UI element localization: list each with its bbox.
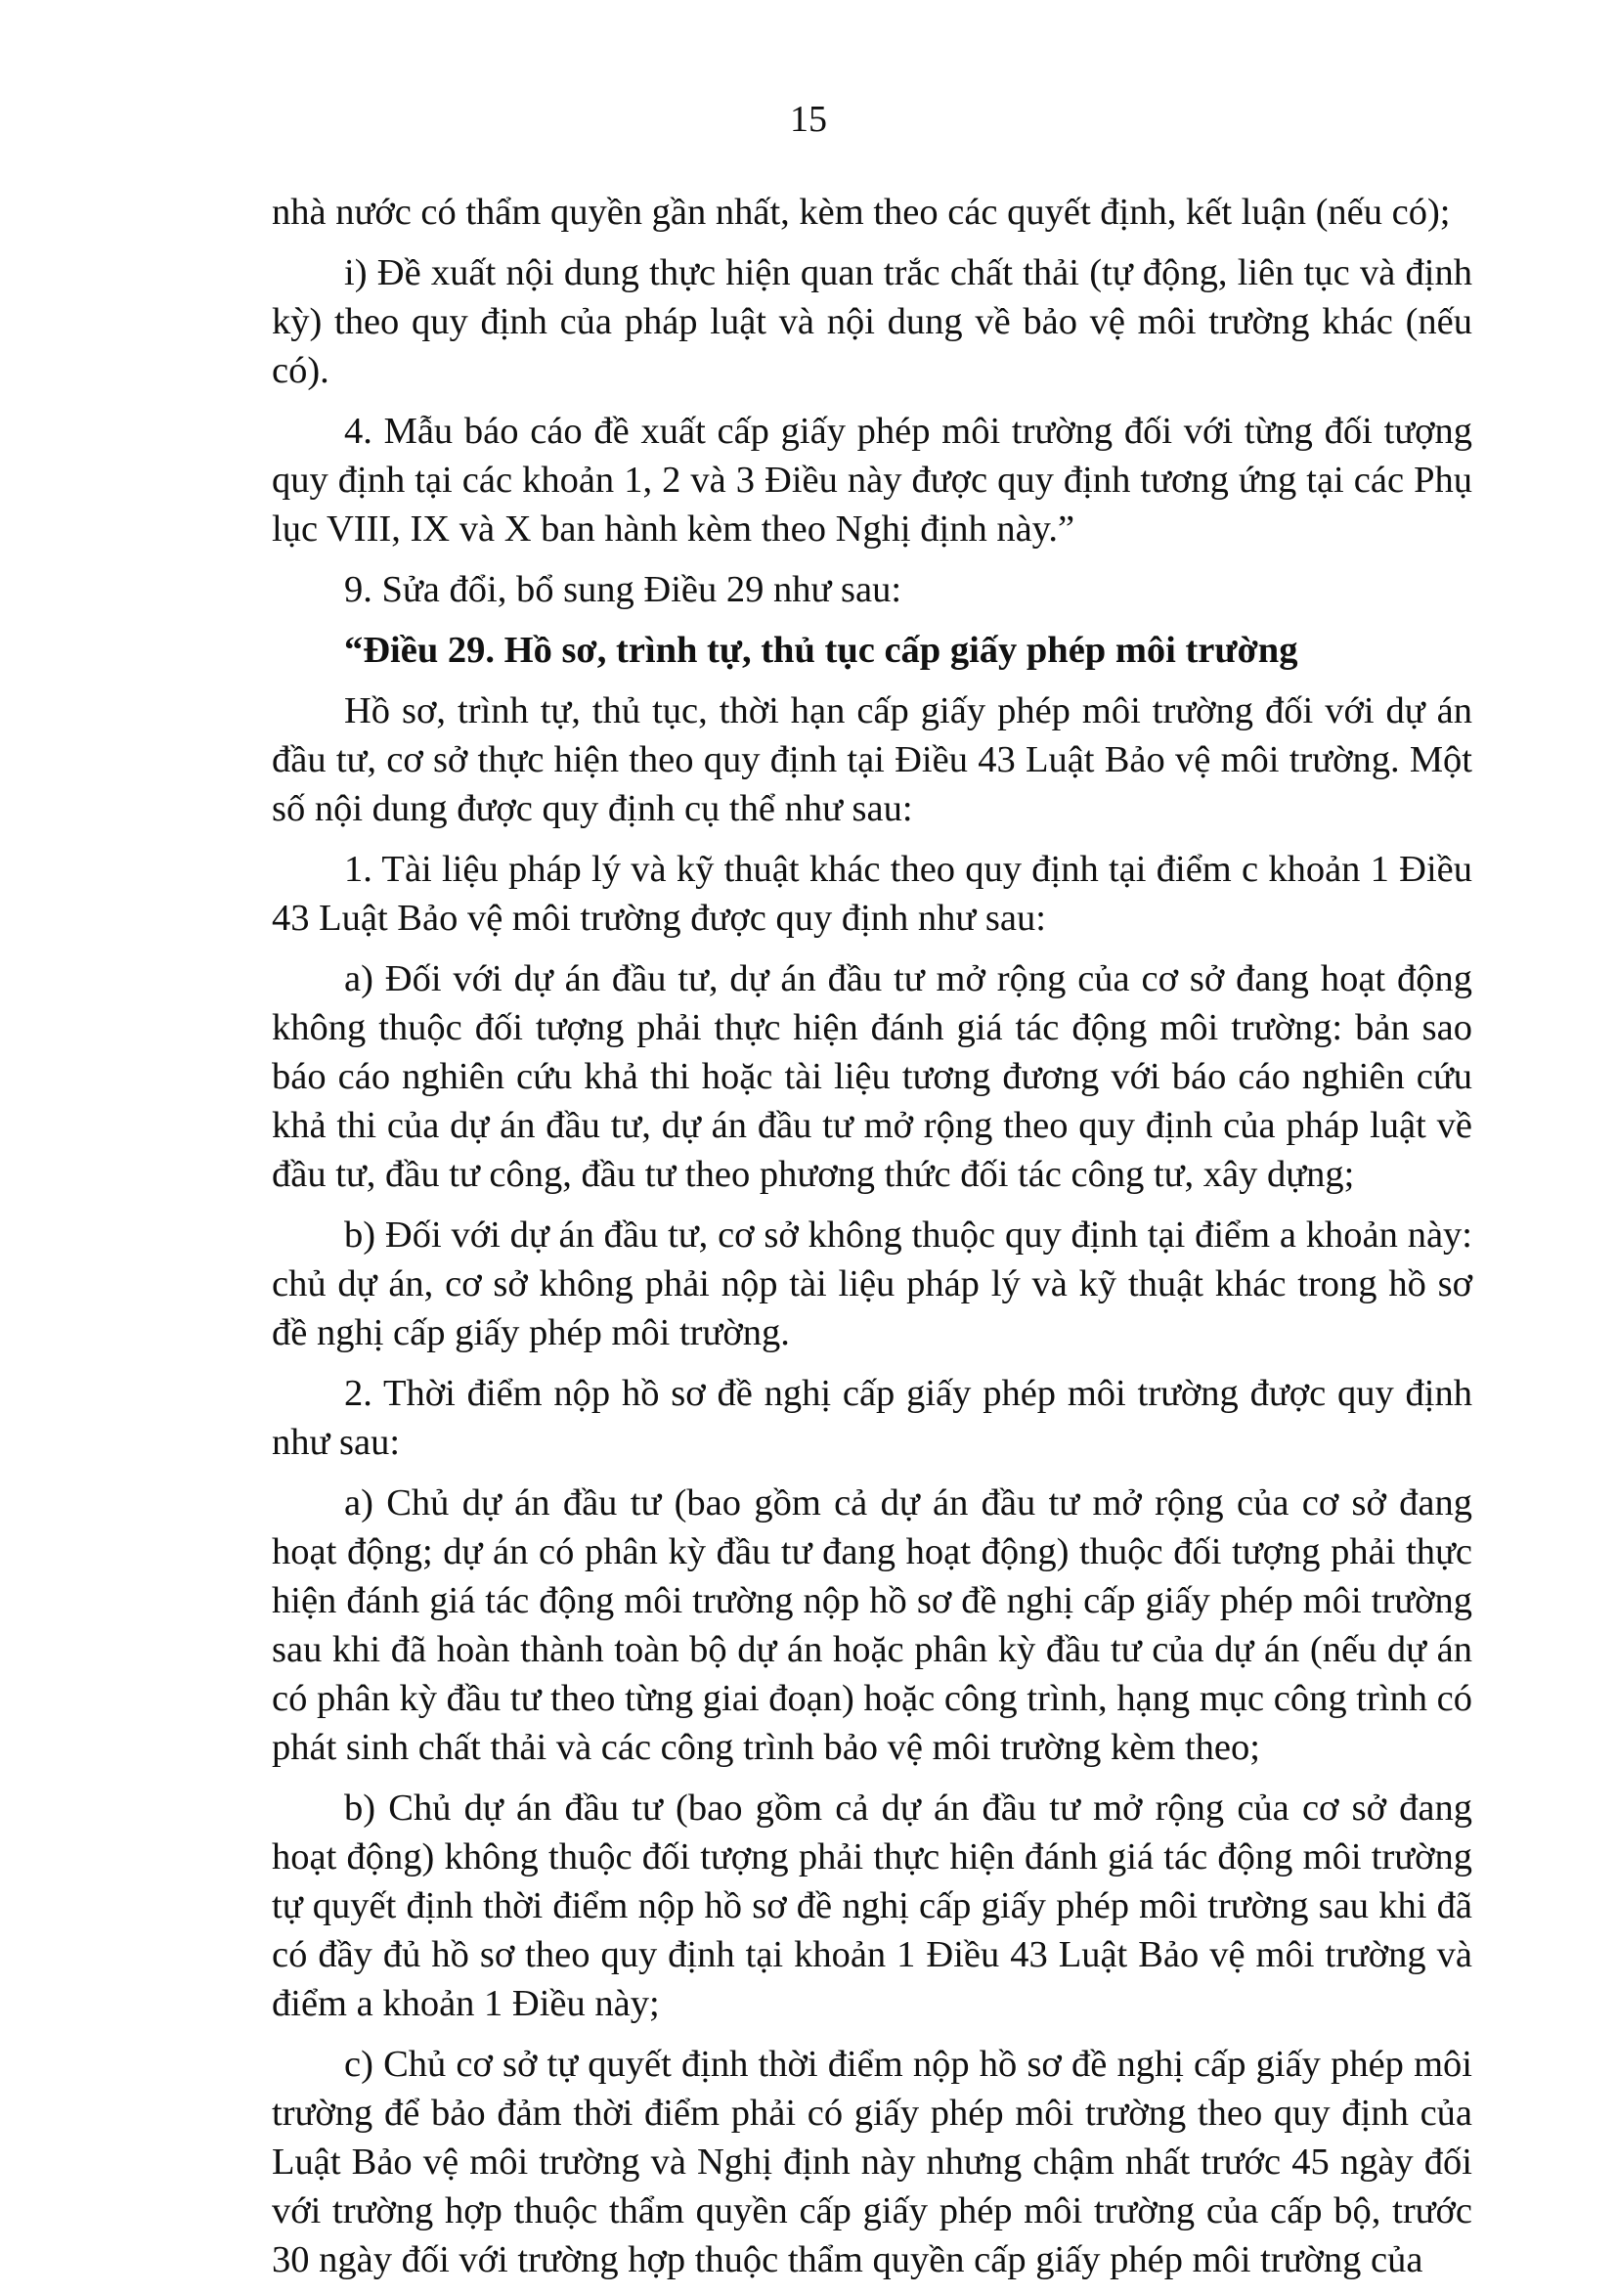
paragraph-clause-1b: b) Đối với dự án đầu tư, cơ sở không thuộc quy định tại điểm a khoản này: chủ dự án, cơ sở không phải nộp tài liệu pháp lý và kỹ thuật khác trong hồ sơ đề nghị cấp giấy phép môi trường.	[272, 1214, 1472, 1353]
paragraph-clause-2a: a) Chủ dự án đầu tư (bao gồm cả dự án đầu tư mở rộng của cơ sở đang hoạt động; dự án có phân kỳ đầu tư đang hoạt động) thuộc đối tượng phải thực hiện đánh giá tác động môi trường nộp hồ sơ đề nghị cấp giấy phép môi trường sau khi đã hoàn thành toàn bộ dự án hoặc phân kỳ đầu tư của dự án (nếu dự án có phân kỳ đầu tư theo từng giai đoạn) hoặc công trình, hạng mục công trình có phát sinh chất thải và các công trình bảo vệ môi trường kèm theo;	[272, 1482, 1472, 1768]
paragraph-clause-1: 1. Tài liệu pháp lý và kỹ thuật khác theo quy định tại điểm c khoản 1 Điều 43 Luật Bảo vệ môi trường được quy định như sau:	[272, 849, 1472, 939]
paragraph-clause-4: 4. Mẫu báo cáo đề xuất cấp giấy phép môi trường đối với từng đối tượng quy định tại các khoản 1, 2 và 3 Điều này được quy định tương ứng tại các Phụ lục VIII, IX và X ban hành kèm theo Nghị định này.”	[272, 411, 1472, 550]
paragraph-continuation: nhà nước có thẩm quyền gần nhất, kèm theo các quyết định, kết luận (nếu có);	[272, 192, 1451, 233]
document-body	[272, 188, 1472, 2296]
article-29-heading: “Điều 29. Hồ sơ, trình tự, thủ tục cấp giấy phép môi trường	[344, 630, 1298, 671]
paragraph-clause-1a: a) Đối với dự án đầu tư, dự án đầu tư mở rộng của cơ sở đang hoạt động không thuộc đối tượng phải thực hiện đánh giá tác động môi trường: bản sao báo cáo nghiên cứu khả thi hoặc tài liệu tương đương với báo cáo nghiên cứu khả thi của dự án đầu tư, dự án đầu tư mở rộng theo quy định của pháp luật về đầu tư, đầu tư công, đầu tư theo phương thức đối tác công tư, xây dựng;	[272, 958, 1472, 1195]
page-number: 15	[790, 99, 827, 140]
paragraph-article-29-intro: Hồ sơ, trình tự, thủ tục, thời hạn cấp giấy phép môi trường đối với dự án đầu tư, cơ sở thực hiện theo quy định tại Điều 43 Luật Bảo vệ môi trường. Một số nội dung được quy định cụ thể như sau:	[272, 690, 1472, 829]
paragraph-item-i: i) Đề xuất nội dung thực hiện quan trắc chất thải (tự động, liên tục và định kỳ) theo quy định của pháp luật và nội dung về bảo vệ môi trường khác (nếu có).	[272, 252, 1472, 391]
paragraph-clause-2c: c) Chủ cơ sở tự quyết định thời điểm nộp hồ sơ đề nghị cấp giấy phép môi trường để bảo đảm thời điểm phải có giấy phép môi trường theo quy định của Luật Bảo vệ môi trường và Nghị định này nhưng chậm nhất trước 45 ngày đối với trường hợp thuộc thẩm quyền cấp giấy phép môi trường của cấp bộ, trước 30 ngày đối với trường hợp thuộc thẩm quyền cấp giấy phép môi trường của	[272, 2044, 1472, 2280]
paragraph-amendment-9: 9. Sửa đổi, bổ sung Điều 29 như sau:	[344, 569, 902, 610]
paragraph-clause-2: 2. Thời điểm nộp hồ sơ đề nghị cấp giấy phép môi trường được quy định như sau:	[272, 1373, 1472, 1463]
paragraph-clause-2b: b) Chủ dự án đầu tư (bao gồm cả dự án đầu tư mở rộng của cơ sở đang hoạt động) không thuộc đối tượng phải thực hiện đánh giá tác động môi trường tự quyết định thời điểm nộp hồ sơ đề nghị cấp giấy phép môi trường sau khi đã có đầy đủ hồ sơ theo quy định tại khoản 1 Điều 43 Luật Bảo vệ môi trường và điểm a khoản 1 Điều này;	[272, 1788, 1472, 2024]
